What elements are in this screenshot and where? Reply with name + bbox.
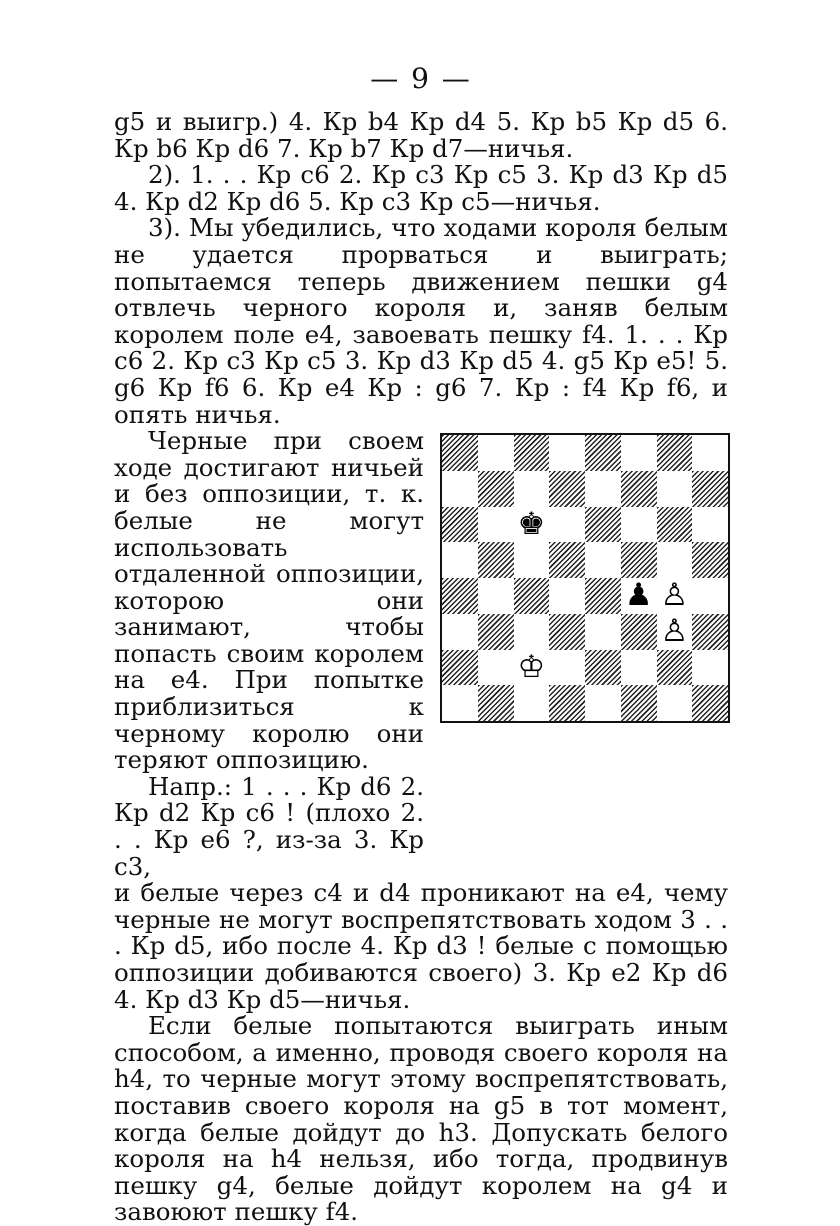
- board-square: [657, 435, 693, 471]
- white-pawn-icon: ♙: [657, 578, 693, 614]
- board-square: [657, 650, 693, 686]
- board-square: [442, 578, 478, 614]
- board-square: [442, 435, 478, 471]
- board-square: [514, 435, 550, 471]
- board-square: [621, 507, 657, 543]
- board-square: [442, 650, 478, 686]
- board-square: [621, 614, 657, 650]
- board-square: [657, 542, 693, 578]
- board-square: [514, 542, 550, 578]
- board-square: [549, 435, 585, 471]
- board-square: [692, 578, 728, 614]
- chess-diagram: [440, 433, 730, 723]
- board-square: [585, 650, 621, 686]
- book-page: [114, 62, 728, 1226]
- board-square: [692, 435, 728, 471]
- board-square: [514, 578, 550, 614]
- board-section: [114, 428, 728, 880]
- board-square: [692, 471, 728, 507]
- board-square: [478, 435, 514, 471]
- board-square: [478, 578, 514, 614]
- board-square: [549, 685, 585, 721]
- board-square: [657, 685, 693, 721]
- board-square: [549, 578, 585, 614]
- board-square: [478, 542, 514, 578]
- board-square: [692, 507, 728, 543]
- board-square: [621, 542, 657, 578]
- paragraph-variation-2: 2). 1. . . Кр c6 2. Кр c3 Кр c5 3. Кр d3 Кр d5 4. Кр d2 Кр d6 5. Кр c3 Кр c5—ничья.: [114, 160, 728, 216]
- board-square: [585, 435, 621, 471]
- board-square: [692, 614, 728, 650]
- board-square: [442, 471, 478, 507]
- board-square: [442, 507, 478, 543]
- board-square: [585, 578, 621, 614]
- board-square: [585, 471, 621, 507]
- board-square: [621, 650, 657, 686]
- board-square: [621, 471, 657, 507]
- board-square: [585, 685, 621, 721]
- black-pawn-icon: ♟: [621, 578, 657, 614]
- paragraph-side-2: Напр.: 1 . . . Кр d6 2. Кр d2 Кр c6 ! (плохо 2. . . Кр e6 ?, из-за 3. Кр c3,: [114, 771, 424, 881]
- board-square: [657, 507, 693, 543]
- board-square: [585, 614, 621, 650]
- board-square: [549, 471, 585, 507]
- board-square: [478, 471, 514, 507]
- board-square: [549, 542, 585, 578]
- page-number: — 9 —: [370, 62, 472, 95]
- white-pawn-icon: ♙: [657, 614, 693, 650]
- board-square: [514, 471, 550, 507]
- board-square: [549, 650, 585, 686]
- board-square: [621, 685, 657, 721]
- board-square: [549, 614, 585, 650]
- board-square: [478, 650, 514, 686]
- side-text-column: [114, 428, 424, 880]
- paragraph-continuation: g5 и выигр.) 4. Кр b4 Кр d4 5. Кр b5 Кр d5 6. Кр b6 Кр d6 7. Кр b7 Кр d7—ничья.: [114, 107, 728, 163]
- black-king-icon: ♚: [514, 507, 550, 543]
- board-square: [657, 471, 693, 507]
- board-square: [549, 507, 585, 543]
- board-square: [442, 542, 478, 578]
- paragraph-variation-3: 3). Мы убедились, что ходами короля белым не удается прорваться и выиграть; попытаемся теперь движением пешки g4 отвлечь черного короля и, заняв белым королем поле e4, завоевать пешку f4. 1. . . Кр c6 2. Кр c3 Кр c5 3. Кр d3 Кр d5 4. g5 Кр e5! 5. g6 Кр f6 6. Кр e4 Кр : g6 7. Кр : f4 Кр f6, и опять ничья.: [114, 213, 728, 429]
- white-king-icon: ♔: [514, 650, 550, 686]
- board-square: [478, 614, 514, 650]
- board-square: [621, 435, 657, 471]
- board-square: [585, 507, 621, 543]
- board-square: [692, 542, 728, 578]
- board-square: [478, 507, 514, 543]
- paragraph-continuation-2: и белые через c4 и d4 проникают на e4, чему черные не могут воспрепятствовать ходом 3 . . . Кр d5, ибо после 4. Кр d3 ! белые с помощью оппозиции добиваются своего) 3. Кр e2 Кр d6 4. Кр d3 Кр d5—ничья.: [114, 878, 728, 1014]
- board-square: [585, 542, 621, 578]
- board-square: [692, 685, 728, 721]
- board-square: [442, 614, 478, 650]
- paragraph-side-1: Черные при своем ходе достигают ничьей и без оппозиции, т. к. белые не могут использовать отдаленной оппозиции, которою они занимают, чтобы попасть своим королем на e4. При попытке приблизиться к черному королю они теряют оппозицию.: [114, 426, 424, 775]
- board-square: [514, 614, 550, 650]
- board-square: [478, 685, 514, 721]
- board-square: [442, 685, 478, 721]
- chess-board: [440, 433, 730, 723]
- paragraph-king-route: Если белые попытаются выиграть иным способом, а именно, проводя своего короля на h4, то черные могут этому воспрепятствовать, поставив своего короля на g5 в тот момент, когда белые дойдут до h3. Допускать белого короля на h4 нельзя, ибо тогда, продвинув пешку g4, белые дойдут королем на g4 и завоюют пешку f4.: [114, 1011, 728, 1226]
- board-square: [692, 650, 728, 686]
- board-square: [514, 685, 550, 721]
